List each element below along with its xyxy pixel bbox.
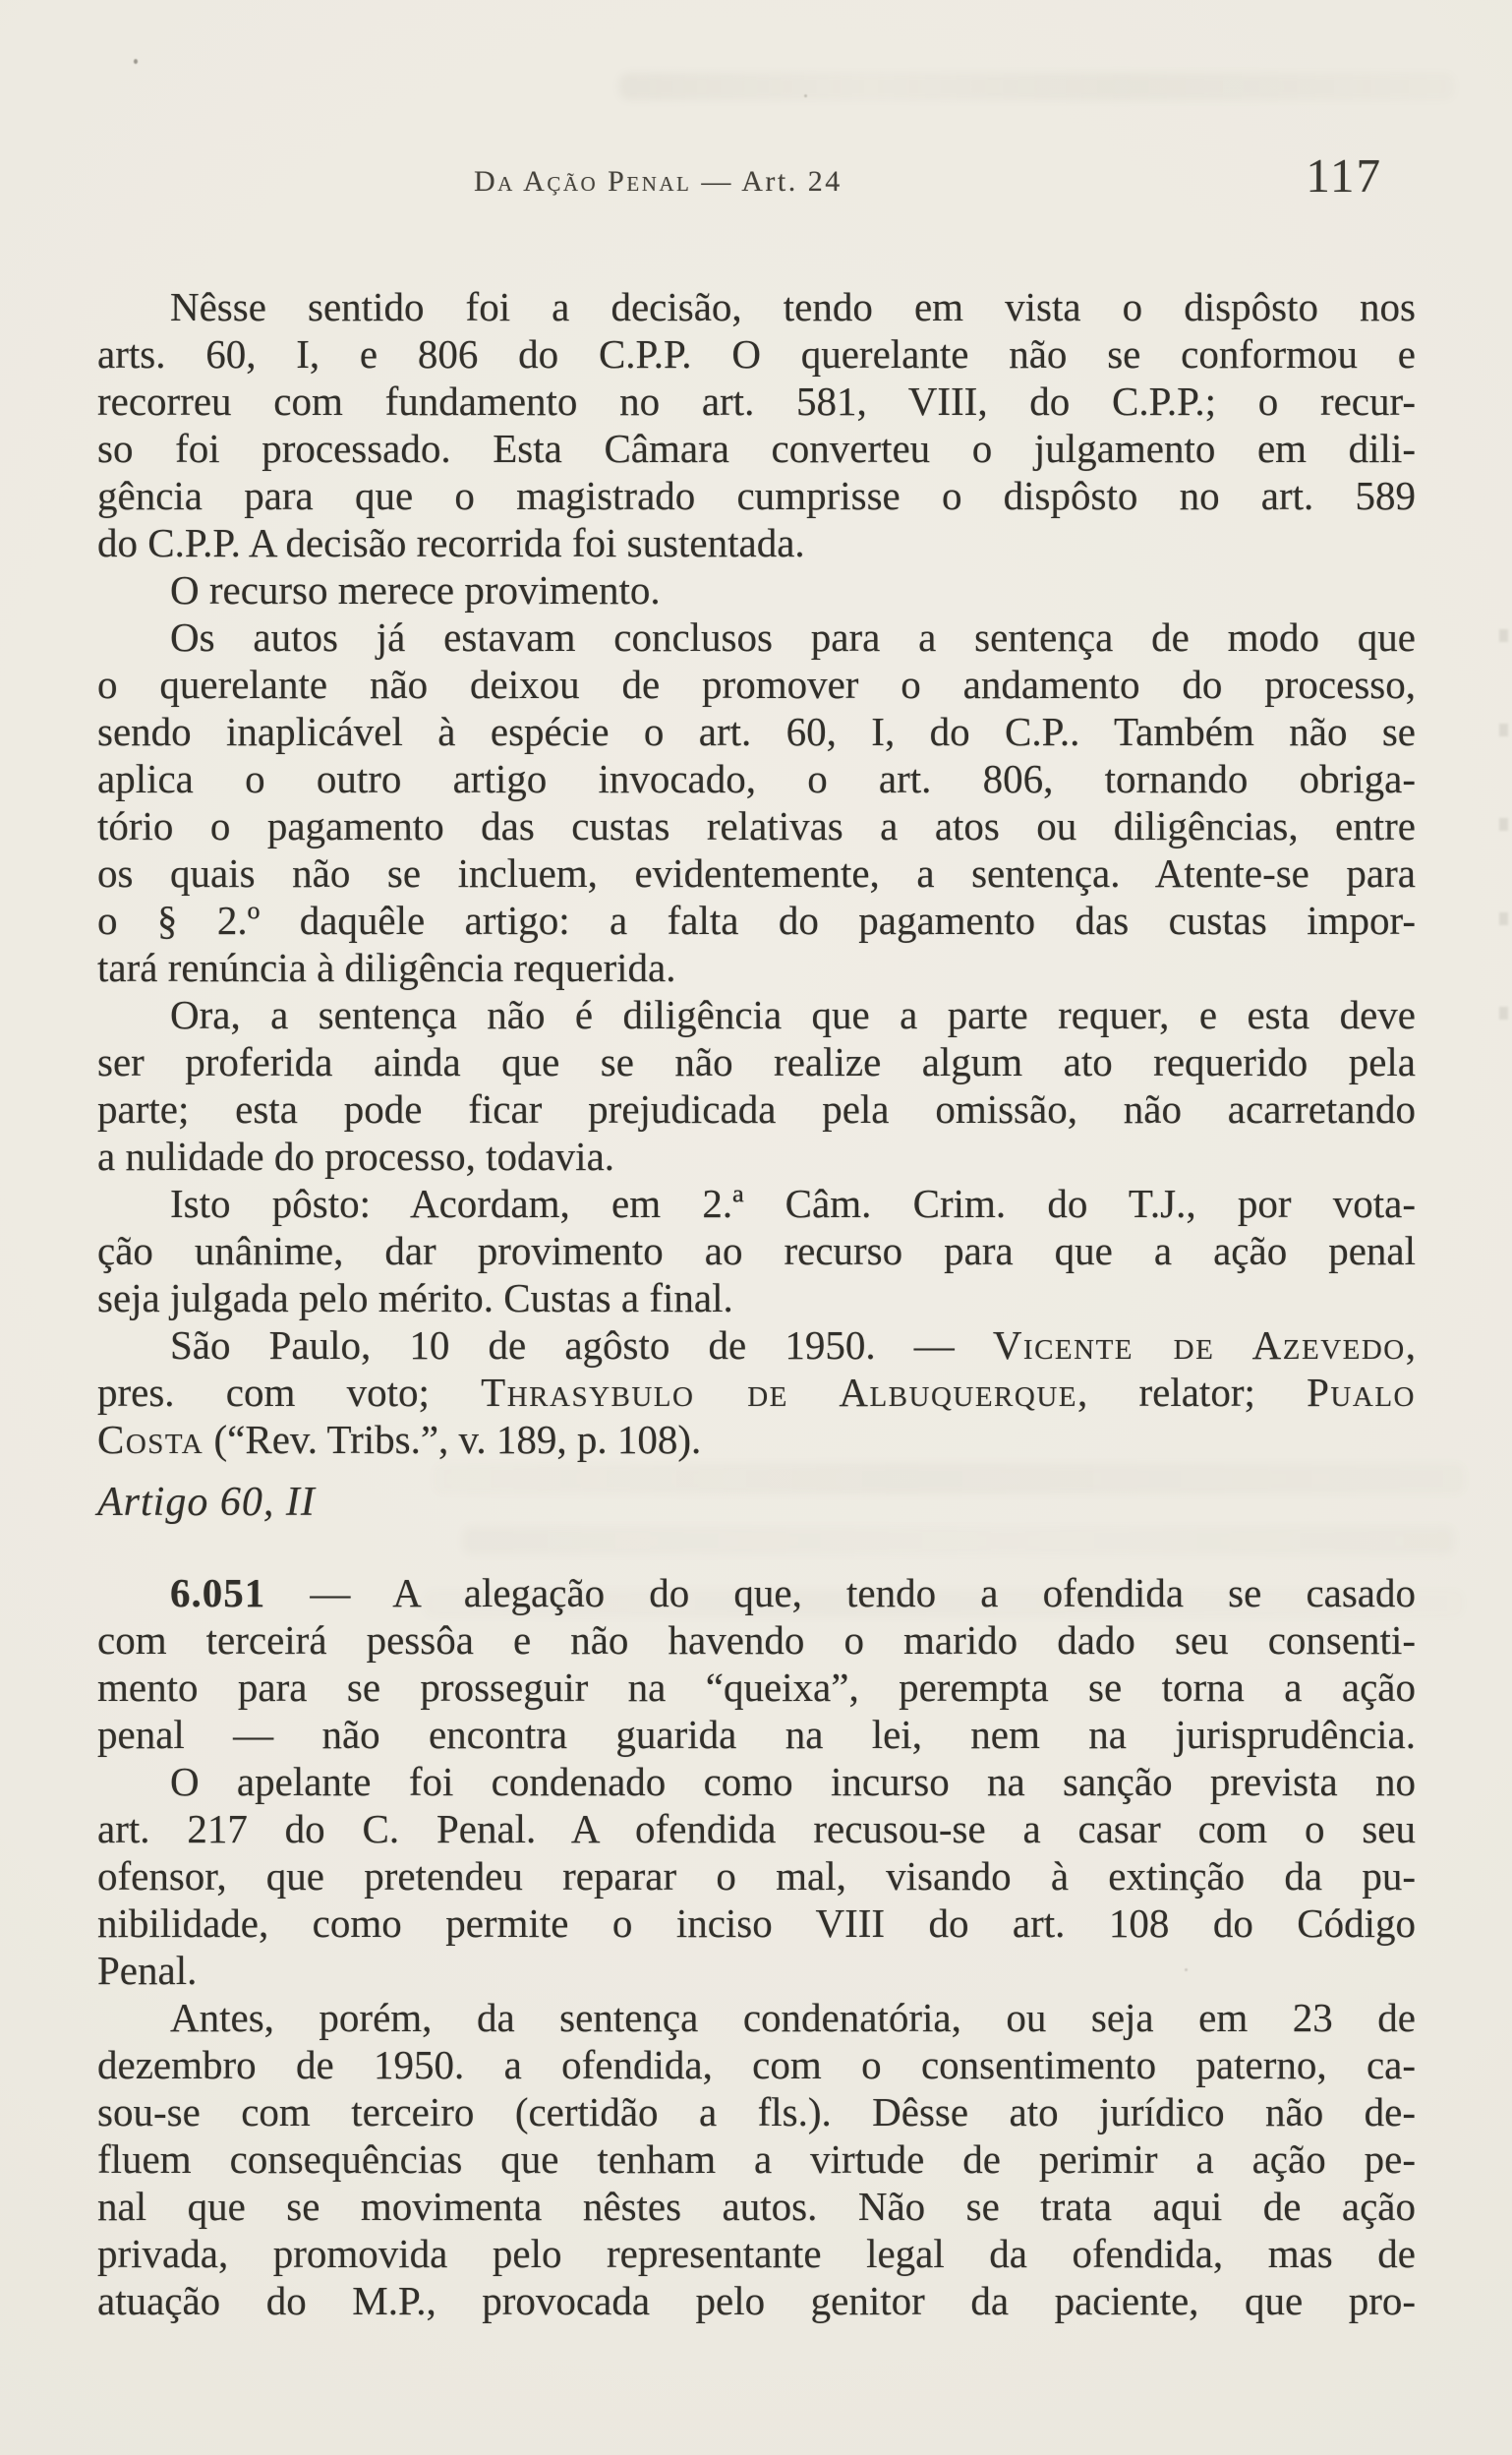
running-title-article: — Art. 24 <box>691 165 843 198</box>
paragraph <box>97 991 1416 1180</box>
ink-speck <box>134 59 138 64</box>
text-segment: (“Rev. Tribs.”, v. 189, p. 108). <box>204 1417 702 1462</box>
text-segment: arts. 60, I, e 806 do C.P.P. O querelante não se conformou e <box>97 331 1416 377</box>
text-line <box>97 566 1416 614</box>
text-segment: sou-se com terceiro (certidão a fls.). Dêsse ato jurídico não de- <box>97 2089 1416 2134</box>
text-segment: , <box>1405 1322 1416 1368</box>
section-heading: Artigo 60, II <box>97 1480 316 1525</box>
text-segment: pres. com voto; <box>97 1370 482 1415</box>
text-segment: penal — não encontra guarida na lei, nem na jurisprudência. <box>97 1712 1416 1757</box>
text-line <box>97 1274 1416 1321</box>
text-segment: tório o pagamento das custas relativas a atos ou diligências, entre <box>97 803 1416 848</box>
text-line <box>97 1180 1416 1227</box>
text-segment: ofensor, que pretendeu reparar o mal, visando à extinção da pu- <box>97 1853 1416 1899</box>
text-line <box>97 1900 1416 1947</box>
paragraph <box>97 1569 1416 1758</box>
text-line <box>97 1947 1416 1994</box>
text-line <box>97 1085 1416 1133</box>
text-segment: Nêsse sentido foi a decisão, tendo em vista o dispôsto nos <box>170 284 1416 329</box>
text-line <box>97 1616 1416 1664</box>
text-line <box>97 472 1416 519</box>
text-line <box>97 2277 1416 2324</box>
text-line <box>97 1994 1416 2041</box>
text-segment: aplica o outro artigo invocado, o art. 806, tornando obriga- <box>97 756 1416 801</box>
bleed-through-smudge <box>619 73 1455 100</box>
text-line <box>97 944 1416 991</box>
text-line <box>97 1758 1416 1805</box>
paragraph <box>97 566 1416 614</box>
text-line <box>97 1133 1416 1180</box>
text-segment: mento para se prosseguir na “queixa”, perempta se torna a ação <box>97 1665 1416 1710</box>
text-line <box>97 1711 1416 1758</box>
paragraph <box>97 1994 1416 2324</box>
text-line <box>97 1227 1416 1274</box>
text-segment: nibilidade, como permite o inciso VIII do art. 108 do Código <box>97 1900 1416 1946</box>
text-line <box>97 1369 1416 1416</box>
person-name: Thrasybulo de Albuquerque <box>481 1370 1077 1415</box>
text-line <box>97 1038 1416 1085</box>
text-segment: nal que se movimenta nêstes autos. Não se trata aqui de ação <box>97 2184 1416 2229</box>
text-line <box>97 2135 1416 2183</box>
text-line <box>97 2088 1416 2135</box>
person-name: Vicente de Azevedo <box>992 1322 1406 1368</box>
text-line <box>97 755 1416 802</box>
text-line <box>97 1664 1416 1711</box>
text-line <box>97 897 1416 944</box>
text-line <box>97 1416 1416 1463</box>
text-line <box>97 425 1416 472</box>
text-line <box>97 1569 1416 1616</box>
text-segment: Isto pôsto: Acordam, em 2.ª Câm. Crim. do T.J., por vota- <box>170 1181 1416 1226</box>
text-line <box>97 378 1416 425</box>
paragraph <box>97 614 1416 991</box>
text-segment: recorreu com fundamento no art. 581, VIII, do C.P.P.; o recur- <box>97 379 1416 424</box>
text-line <box>97 519 1416 566</box>
paragraph <box>97 283 1416 566</box>
text-segment: fluem consequências que tenham a virtude de perimir a ação pe- <box>97 2136 1416 2182</box>
text-segment: privada, promovida pelo representante legal da ofendida, mas de <box>97 2231 1416 2276</box>
text-line <box>97 708 1416 755</box>
text-segment: art. 217 do C. Penal. A ofendida recusou-se a casar com o seu <box>97 1806 1416 1851</box>
text-segment: — A alegação do que, tendo a ofendida se casado <box>265 1570 1416 1615</box>
text-segment: Antes, porém, da sentença condenatória, ou seja em 23 de <box>170 1995 1416 2040</box>
text-segment: o querelante não deixou de promover o andamento do processo, <box>97 662 1416 707</box>
text-line <box>97 661 1416 708</box>
text-segment: os quais não se incluem, evidentemente, a sentença. Atente-se para <box>97 850 1416 896</box>
text-segment: dezembro de 1950. a ofendida, com o consentimento paterno, ca- <box>97 2042 1416 2087</box>
text-line <box>97 614 1416 661</box>
person-name: Costa <box>97 1417 204 1462</box>
page-edge-bleed <box>1499 629 1508 1042</box>
text-segment: Ora, a sentença não é diligência que a parte requer, e esta deve <box>170 992 1416 1037</box>
text-segment: a nulidade do processo, todavia. <box>97 1134 615 1179</box>
paragraph <box>97 1180 1416 1321</box>
text-line <box>97 330 1416 378</box>
text-segment: O apelante foi condenado como incurso na sanção prevista no <box>170 1759 1416 1804</box>
text-segment: com terceirá pessôa e não havendo o marido dado seu consenti- <box>97 1617 1416 1663</box>
text-line <box>97 1321 1416 1369</box>
text-line <box>97 849 1416 897</box>
text-line <box>97 2183 1416 2230</box>
text-segment: do C.P.P. A decisão recorrida foi sustentada. <box>97 520 805 565</box>
text-line <box>97 802 1416 849</box>
text-segment: parte; esta pode ficar prejudicada pela omissão, não acarretando <box>97 1086 1416 1132</box>
text-segment: , relator; <box>1077 1370 1308 1415</box>
text-line <box>97 1805 1416 1852</box>
text-segment: Penal. <box>97 1948 198 1993</box>
text-block <box>97 283 1416 2324</box>
item-number: 6.051 <box>170 1570 266 1615</box>
text-segment: o § 2.º daquêle artigo: a falta do pagamento das custas impor- <box>97 898 1416 943</box>
text-segment: Os autos já estavam conclusos para a sentença de modo que <box>170 614 1416 660</box>
paragraph <box>97 1321 1416 1463</box>
text-line <box>97 1852 1416 1900</box>
text-line <box>97 2041 1416 2088</box>
text-segment: São Paulo, 10 de agôsto de 1950. — <box>170 1322 993 1368</box>
paragraph <box>97 1758 1416 1994</box>
text-segment: sendo inaplicável à espécie o art. 60, I, do C.P.. Também não se <box>97 709 1416 754</box>
text-segment: ser proferida ainda que se não realize algum ato requerido pela <box>97 1039 1416 1084</box>
text-segment: seja julgada pelo mérito. Custas a final. <box>97 1275 733 1320</box>
ink-speck <box>804 94 807 97</box>
text-segment: gência para que o magistrado cumprisse o dispôsto no art. 589 <box>97 473 1416 518</box>
running-title <box>474 165 843 199</box>
person-name: Pualo <box>1307 1370 1416 1415</box>
text-segment: ção unânime, dar provimento ao recurso para que a ação penal <box>97 1228 1416 1273</box>
running-title-subject: Da Ação Penal <box>474 165 692 198</box>
text-segment: so foi processado. Esta Câmara converteu o julgamento em dili- <box>97 426 1416 471</box>
text-line <box>97 991 1416 1038</box>
text-segment: O recurso merece provimento. <box>170 567 661 613</box>
text-segment: tará renúncia à diligência requerida. <box>97 945 676 990</box>
page-number: 117 <box>1306 148 1382 203</box>
text-line <box>97 283 1416 330</box>
text-line <box>97 2230 1416 2277</box>
text-segment: atuação do M.P., provocada pelo genitor da paciente, que pro- <box>97 2278 1416 2323</box>
